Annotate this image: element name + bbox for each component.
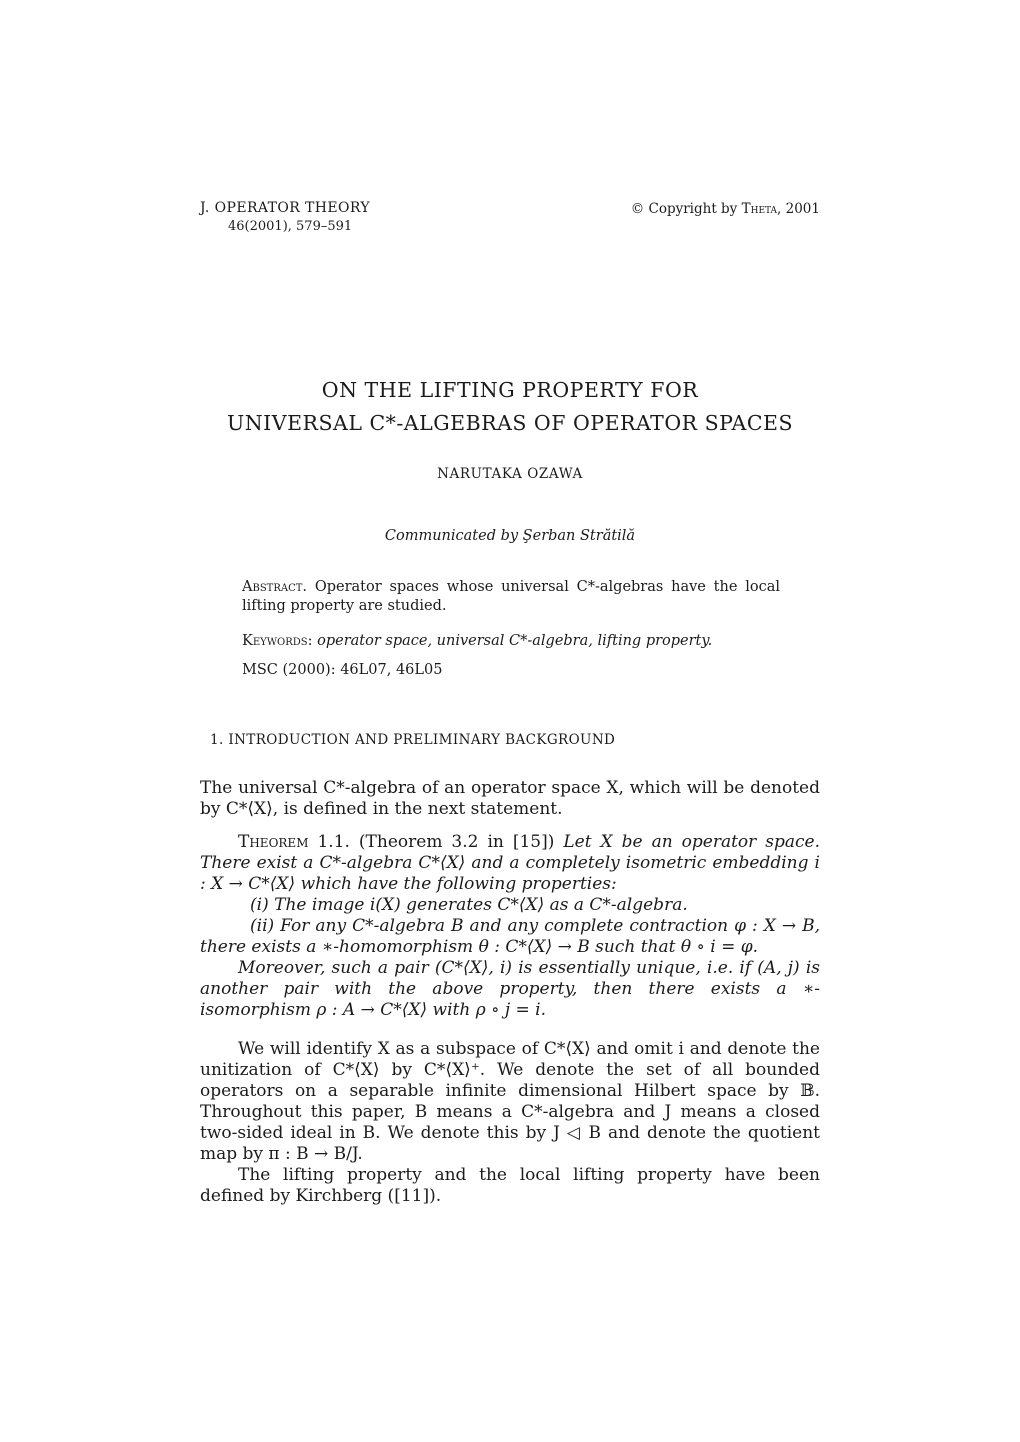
page-content [200,0,820,1207]
communicated-by: Communicated by Şerban Strătilă [384,528,636,544]
journal-header [200,200,820,234]
keywords-text: operator space, universal C*-algebra, lifting property. [317,633,713,649]
title-line-1: ON THE LIFTING PROPERTY FOR [321,378,699,402]
section-heading: 1. INTRODUCTION AND PRELIMINARY BACKGROUND [210,732,616,748]
paper-title [200,374,820,440]
keywords-label: Keywords: [242,633,313,649]
theorem-item-i: (i) The image i(X) generates C*⟨X⟩ as a C*-algebra. [250,895,688,915]
theorem-label: Theorem 1.1. [238,832,350,852]
theorem-reference: (Theorem 3.2 in [15]) [358,832,555,852]
author-name: NARUTAKA OZAWA [437,466,583,482]
theorem-statement [200,832,820,895]
paragraph-intro: The universal C*-algebra of an operator space X, which will be denoted by C*⟨X⟩, is defined in the next statement. [200,778,820,819]
theorem-1-1 [200,832,820,1021]
keywords-line [242,632,780,651]
journal-info [200,200,370,234]
copyright-text: © Copyright by [630,201,742,217]
copyright-year: , 2001 [777,201,820,217]
msc-text: 46L07, 46L05 [340,662,443,678]
copyright-notice [631,200,820,217]
paragraph-identify: We will identify X as a subspace of C*⟨X⟩ and omit i and denote the unitization of C*⟨X⟩ by C*⟨X⟩⁺. We denote the set of all bounded operators on a separable infinite dimensional Hilbert space by 𝔹. Throughout this paper, B means a C*-algebra and J means a closed two-sided ideal in B. We denote this by J ◁ B and denote the quotient map by π : B → B/J. [200,1039,820,1164]
abstract-text: Operator spaces whose universal C*-algebras have the local lifting property are studied. [242,579,781,614]
paragraph-lifting-property: The lifting property and the local lifting property have been defined by Kirchberg ([11]). [200,1165,820,1206]
copyright-publisher: Theta [741,201,778,217]
journal-issue: 46(2001), 579–591 [228,219,353,234]
journal-name: J. OPERATOR THEORY [200,200,371,216]
theorem-item-ii: (ii) For any C*-algebra B and any complete contraction φ : X → B, there exists a ∗-homomorphism θ : C*⟨X⟩ → B such that θ ∘ i = φ. [200,916,820,957]
theorem-intro-text: Let X be an operator space. There exist a C*-algebra C*⟨X⟩ and a completely isometric embedding i : X → C*⟨X⟩ which have the following properties: [200,832,821,894]
abstract-label: Abstract. [242,579,308,595]
msc-label: MSC (2000): [242,662,336,678]
theorem-moreover: Moreover, such a pair (C*⟨X⟩, i) is essentially unique, i.e. if (A, j) is another pair with the above property, then there exists a ∗-isomorphism ρ : A → C*⟨X⟩ with ρ ∘ j = i. [200,958,820,1020]
abstract-block [242,578,780,616]
title-line-2: UNIVERSAL C*-ALGEBRAS OF OPERATOR SPACES [226,411,794,435]
msc-line [242,661,780,680]
